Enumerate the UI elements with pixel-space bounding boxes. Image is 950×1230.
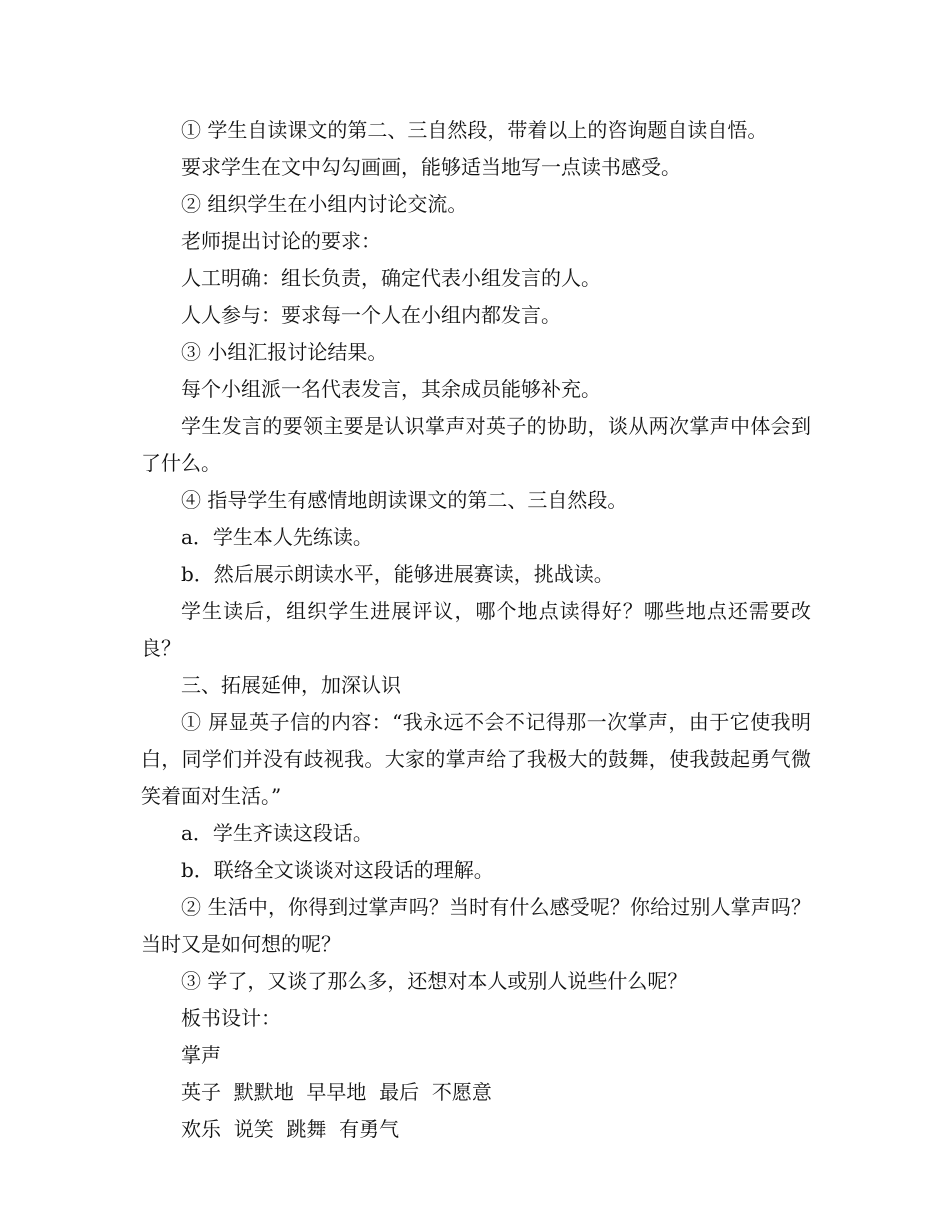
paragraph: 每个小组派一名代表发言，其余成员能够补充。 [181,377,601,401]
board-design-heading: 板书设计： [181,1006,281,1030]
paragraph: ① 学生自读课文的第二、三自然段，带着以上的咨询题自读自悟。 [181,118,768,142]
paragraph: ③ 学了，又谈了那么多，还想对本人或别人说些什么呢？ [181,969,688,993]
paragraph: b．联络全文谈谈对这段话的理解。 [181,858,494,882]
paragraph: 人人参与：要求每一个人在小组内都发言。 [181,303,561,327]
section-heading: 三、拓展延伸，加深认识 [181,673,401,697]
paragraph: ② 生活中，你得到过掌声吗？当时有什么感受呢？你给过别人掌声吗？当时又是如何想的呢？ [141,895,811,956]
paragraph: 要求学生在文中勾勾画画，能够适当地写一点读书感受。 [181,155,681,179]
board-design-title: 掌声 [181,1043,221,1067]
paragraph: 人工明确：组长负责，确定代表小组发言的人。 [181,266,601,290]
paragraph: ① 屏显英子信的内容：“我永远不会不记得那一次掌声，由于它使我明白，同学们并没有歧视我。大家的掌声给了我极大的鼓舞，使我鼓起勇气微笑着面对生活。” [141,710,811,808]
paragraph: 学生读后，组织学生进展评议，哪个地点读得好？哪些地点还需要改良？ [141,599,811,660]
paragraph: a．学生本人先练读。 [181,525,373,549]
paragraph: a．学生齐读这段话。 [181,821,373,845]
paragraph: b．然后展示朗读水平，能够进展赛读，挑战读。 [181,562,614,586]
paragraph: ② 组织学生在小组内讨论交流。 [181,192,468,216]
paragraph: 学生发言的要领主要是认识掌声对英子的协助，谈从两次掌声中体会到了什么。 [141,414,811,475]
paragraph: 老师提出讨论的要求： [181,229,381,253]
paragraph: ④ 指导学生有感情地朗读课文的第二、三自然段。 [181,488,628,512]
paragraph: ③ 小组汇报讨论结果。 [181,340,388,364]
board-design-line: 英子 默默地 早早地 最后 不愿意 [181,1080,492,1104]
board-design-line: 欢乐 说笑 跳舞 有勇气 [181,1117,400,1141]
document-body [141,112,811,1148]
